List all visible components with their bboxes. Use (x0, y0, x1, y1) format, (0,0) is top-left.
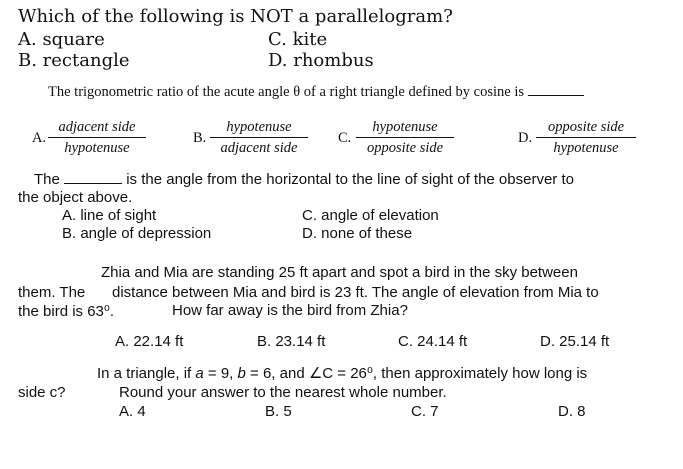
q5-option-b: B. 5 (265, 403, 292, 420)
q5-value-a: = 9, (207, 365, 234, 382)
q3-option-d: D. none of these (302, 225, 413, 242)
q1-option-a: A. square (18, 29, 105, 50)
q3-line2: the object above. (18, 189, 133, 206)
fraction-denominator: hypotenuse (64, 140, 130, 156)
q4-option-b: B. 23.14 ft (257, 333, 326, 350)
q3-option-c: C. angle of elevation (302, 207, 439, 224)
q5-line1-end: = 6, and ∠C = 26⁰, then approximately how long is (250, 365, 588, 382)
q5-line1 (97, 364, 587, 382)
q2-option-c-fraction (356, 119, 454, 157)
q2-option-a-letter: A. (32, 130, 47, 146)
fraction-numerator: adjacent side (48, 119, 146, 138)
q1-question: Which of the following is NOT a parallelogram? (18, 6, 453, 27)
q5-side-label: side c? (18, 384, 66, 401)
fraction-denominator: adjacent side (220, 140, 298, 156)
q3-line1-start: The (34, 171, 60, 188)
q5-option-a: A. 4 (119, 403, 146, 420)
variable-b: b (237, 365, 246, 382)
q4-option-c: C. 24.14 ft (398, 333, 468, 350)
q5-option-c: C. 7 (411, 403, 439, 420)
q4-line1: Zhia and Mia are standing 25 ft apart and spot a bird in the sky between (101, 264, 578, 281)
q4-line3-start: the bird is 63⁰. (18, 303, 115, 320)
answer-blank (528, 95, 584, 96)
q3-option-a: A. line of sight (62, 207, 157, 224)
answer-blank (64, 183, 122, 184)
q2-option-d-letter: D. (518, 130, 533, 146)
q1-option-d: D. rhombus (268, 50, 374, 71)
q4-option-d: D. 25.14 ft (540, 333, 610, 350)
fraction-numerator: opposite side (536, 119, 636, 138)
fraction-denominator: hypotenuse (553, 140, 619, 156)
q2-option-a-fraction (48, 119, 146, 157)
q4-option-a: A. 22.14 ft (115, 333, 184, 350)
q2-option-d-fraction (536, 119, 636, 157)
q2-question-text: The trigonometric ratio of the acute angle θ of a right triangle defined by cosine is (48, 84, 525, 100)
q2-option-b-fraction (210, 119, 308, 157)
fraction-denominator: opposite side (366, 140, 444, 156)
variable-a: a (195, 365, 204, 382)
q2-option-c-letter: C. (338, 130, 352, 146)
q1-option-b: B. rectangle (18, 50, 130, 71)
q2-option-b-letter: B. (193, 130, 207, 146)
q5-option-d: D. 8 (558, 403, 586, 420)
q4-line2-end: distance between Mia and bird is 23 ft. The angle of elevation from Mia to (112, 284, 599, 301)
q1-option-c: C. kite (268, 29, 328, 50)
q4-line2-start: them. The (18, 284, 86, 301)
q5-line2: Round your answer to the nearest whole number. (119, 384, 447, 401)
fraction-numerator: hypotenuse (356, 119, 454, 138)
q2-question (48, 84, 584, 101)
q3-line1-end: is the angle from the horizontal to the line of sight of the observer to (126, 171, 574, 188)
fraction-numerator: hypotenuse (210, 119, 308, 138)
q5-line1-start: In a triangle, if (97, 365, 192, 382)
q4-line3-end: How far away is the bird from Zhia? (172, 302, 408, 319)
q3-line1 (34, 171, 574, 188)
q3-option-b: B. angle of depression (62, 225, 212, 242)
